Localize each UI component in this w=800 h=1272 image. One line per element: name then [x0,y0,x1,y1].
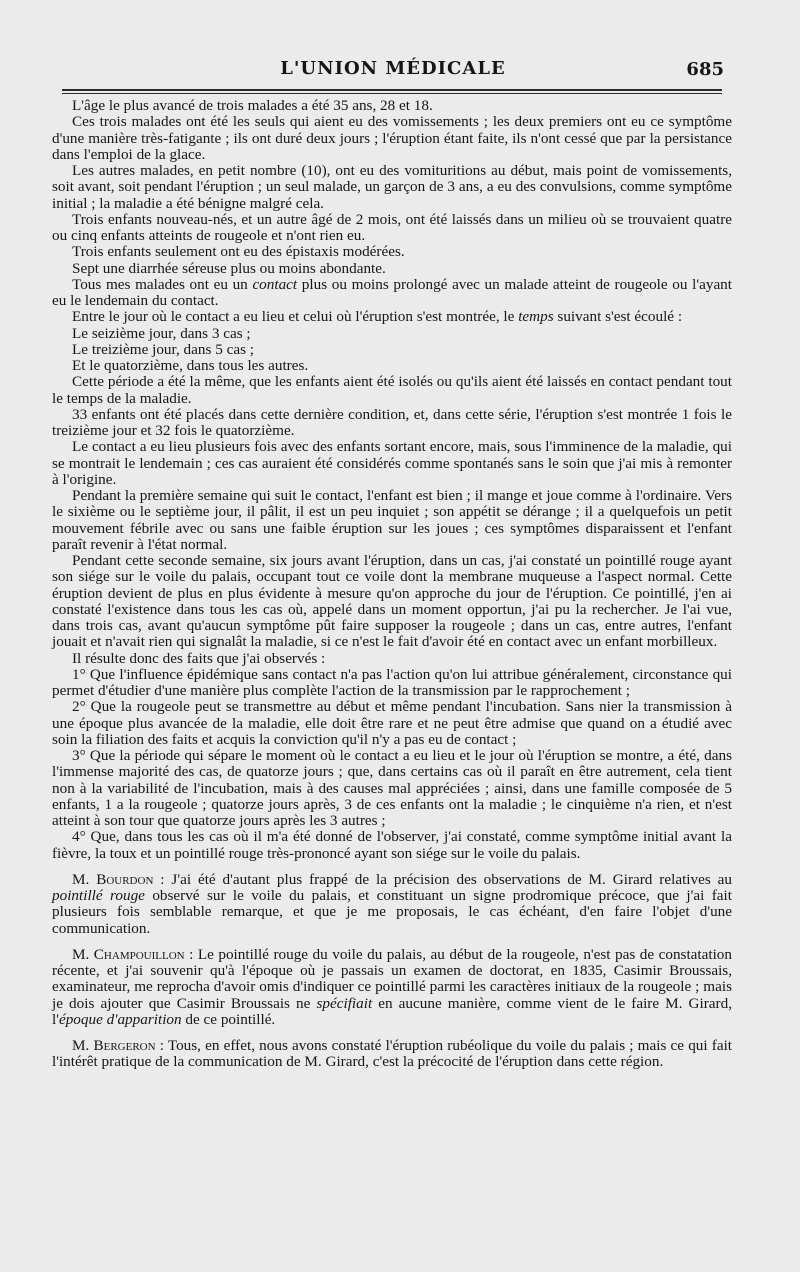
text-run: Tous mes malades ont eu un [72,275,253,293]
speaker-name: M. Champouillon [72,945,185,963]
text-run: observé sur le voile du palais, et constituant un signe prodromique précoce, que j'ai fait plusieurs fois semblable remarque, et que je me proposais, le cas échéant, d'en faire l'objet d'une communication. [52,887,732,937]
text-run: Entre le jour où le contact a eu lieu et celui où l'éruption s'est montrée, le [72,308,519,326]
article-body [52,98,732,1071]
conclusion-item: 3° Que la période qui sépare le moment où le contact a eu lieu et le jour où l'éruption se montre, a été, dans l'immense majorité des cas, de quatorze jours ; que, dans certains cas où il paraît en être autrement, cela tient non à la variabilité de l'incubation, mais à des causes mal appréciées ; ainsi, dans une famille composée de 5 enfants, 1 a la rougeole ; quatorze jours après, 3 de ces enfants ont la maladie ; le cinquième n'a rien, et n'est atteint à son tour que quatorze jours après les 3 autres ; [52,747,732,829]
paragraph: Cette période a été la même, que les enfants aient été isolés ou qu'ils aient été laissés en contact pendant tout le temps de la maladie. [52,373,732,407]
paragraph: Trois enfants nouveau-nés, et un autre âgé de 2 mois, ont été laissés dans un milieu où se trouvaient quatre ou cinq enfants atteints de rougeole et n'ont rien eu. [52,210,732,244]
text-run: plus ou moins prolongé avec un malade atteint de rougeole ou l'ayant eu le lendemain du contact. [52,275,732,309]
paragraph: Pendant la première semaine qui suit le contact, l'enfant est bien ; il mange et joue comme à l'ordinaire. Vers le sixième ou le septième jour, il pâlit, il est un peu inquiet ; son appétit se dérange ; il a quelquefois un petit mouvement fébrile avec ou sans une faible éruption sur les joues ; ces symptômes disparaissent et l'enfant paraît revenir à l'état normal. [52,487,732,553]
page-number: 685 [686,59,724,80]
text-run: de ce pointillé. [181,1010,276,1028]
paragraph-temps [52,309,732,325]
emphasis: époque d'apparition [58,1010,182,1028]
header-rule-thin [62,93,722,94]
conclusion-item: 1° Que l'influence épidémique sans contact n'a pas l'action qu'on lui attribue généralement, circonstance qui permet d'étudier d'une manière plus complète l'action de la transmission par le rapprochement ; [52,665,732,699]
list-item-day: Et le quatorzième, dans tous les autres. [72,357,309,374]
text-run: en aucune manière, comme vient de le faire M. Girard, l' [52,994,732,1028]
paragraph: Les autres malades, en petit nombre (10), ont eu des vomituritions au début, mais point de vomissements, soit avant, soit pendant l'éruption ; un seul malade, un garçon de 3 ans, a eu des convulsions, comme symptôme initial ; la maladie a été bénigne malgré cela. [52,162,732,212]
journal-title: L'UNION MÉDICALE [280,58,506,79]
emphasis: temps [518,308,554,326]
paragraph: Ces trois malades ont été les seuls qui aient eu des vomissements ; les deux premiers ont eu ce symptôme d'une manière très-fatigante ; ils ont duré deux jours ; l'éruption étant faite, ils n'ont cessé que par la persistance dans l'emploi de la glace. [52,113,732,163]
text-run: : Tous, en effet, nous avons constaté l'éruption rubéolique du voile du palais ; mais ce qui fait l'intérêt pratique de la communication de M. Girard, c'est la précocité de l'éruption dans cette région. [52,1037,733,1071]
paragraph: L'âge le plus avancé de trois malades a été 35 ans, 28 et 18. [72,97,433,114]
discussion-champouillon [52,947,732,1028]
list-item-day: Le treizième jour, dans 5 cas ; [72,340,254,358]
paragraph: Il résulte donc des faits que j'ai observés : [72,649,326,667]
emphasis: contact [252,275,298,293]
emphasis: spécifiait [316,994,373,1012]
conclusion-item: 2° Que la rougeole peut se transmettre au début et même pendant l'incubation. Sans nier la transmission à une époque plus avancée de la maladie, elle doit être rare et ne peut être admise que quand on a étudié avec soin la filiation des faits et acquis la conviction qu'il n'y a pas eu de contact ; [52,698,732,748]
paragraph: Le contact a eu lieu plusieurs fois avec des enfants sortant encore, mais, sous l'imminence de la maladie, qui se montrait le lendemain ; ces cas auraient été considérés comme spontanés sans le soin que j'ai mis à remonter à l'origine. [52,438,732,488]
conclusion-item: 4° Que, dans tous les cas où il m'a été donné de l'observer, j'ai constaté, comme symptôme initial avant la fièvre, la toux et un pointillé rouge très-prononcé ayant son siége sur le voile du palais. [52,828,732,862]
list-item-day: Le seizième jour, dans 3 cas ; [72,324,251,342]
discussion-bourdon [52,872,732,937]
paragraph: Pendant cette seconde semaine, six jours avant l'éruption, dans un cas, j'ai constaté un pointillé rouge ayant son siége sur le voile du palais, occupant tout ce voile dont la membrane muqueuse a l'aspect normal. Cette éruption devient de plus en plus évidente à mesure qu'on approche du jour de l'éruption. Ce pointillé, j'en ai constaté l'existence dans tous les cas où, appelé dans un moment opportun, j'ai pu la rechercher. Je l'ai vue, dans trois cas, avant qu'aucun symptôme pût faire supposer la rougeole ; dans un cas, entre autres, l'enfant jouait et n'avait rien qui signalât la maladie, si ce n'est le fait d'avoir été en contact avec un enfant morbilleux. [52,552,732,651]
running-header [62,54,724,88]
text-run: suivant s'est écoulé : [553,308,683,326]
paragraph: 33 enfants ont été placés dans cette dernière condition, et, dans cette série, l'éruption s'est montrée 1 fois le treizième jour et 32 fois le quatorzième. [52,405,732,439]
emphasis: pointillé rouge [52,887,145,904]
discussion-bergeron [52,1038,732,1071]
speaker-name: M. Bergeron [72,1037,156,1054]
text-run: : Le pointillé rouge du voile du palais, au début de la rougeole, n'est pas de constatation récente, et j'ai souvenir qu'à l'époque où je passais un examen de doctorat, en 1835, Casimir Broussais, examinateur, me reprocha d'avoir omis d'indiquer ce pointillé parmi les caractères initiaux de la rougeole ; mais je dois ajouter que Casimir Broussais ne [52,945,732,1012]
speaker-name: M. Bourdon [72,870,154,888]
paragraph: Trois enfants seulement ont eu des épistaxis modérées. [72,243,405,261]
paragraph-contact [52,277,732,310]
paragraph: Sept une diarrhée séreuse plus ou moins abondante. [72,259,386,277]
header-rule [62,89,722,91]
text-run: : J'ai été d'autant plus frappé de la précision des observations de M. Girard relatives au [153,870,732,888]
